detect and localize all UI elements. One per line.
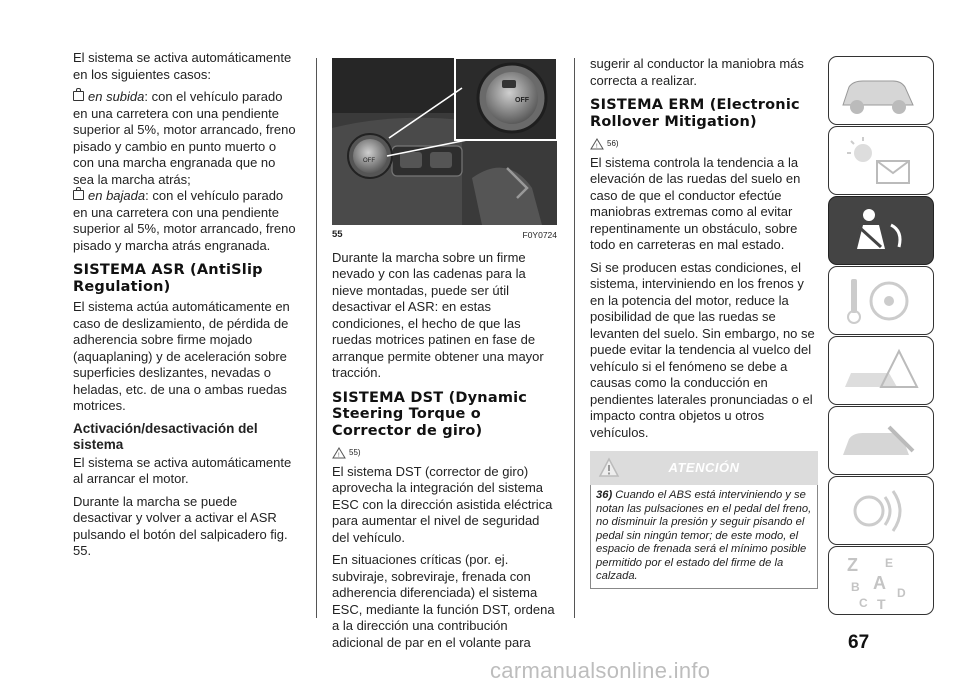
warning-triangle-icon — [598, 457, 620, 479]
reference-number: 56) — [607, 139, 619, 148]
erm-paragraph-1: El sistema controla la tendencia a la elevación de las ruedas del suelo en caso de que el conductor efectúe maniobras extremas como al evitar repentinamente un obstáculo, sobre todo en carreteras en mal estado. — [590, 154, 801, 253]
figure-number: 55 — [332, 229, 343, 240]
bullet-uphill-text: : con el vehículo parado en una carretera con una pendiente superior al 5%, motor arrancado, freno pisado y cambio en punto muerto o con una marcha engranada que no sea la marcha atrás; — [73, 89, 296, 187]
figure-caption — [332, 227, 557, 244]
multimedia-icon — [829, 477, 933, 544]
dashboard-photo-illustration — [332, 58, 557, 225]
column-divider-2 — [574, 58, 575, 618]
bullet-uphill-label: en subida — [88, 89, 145, 104]
index-letter: Z — [847, 555, 858, 575]
warning-triangle-icon — [590, 138, 604, 150]
warning-number: 36) — [596, 489, 613, 502]
warning-body — [590, 485, 818, 589]
tab-multimedia[interactable] — [828, 476, 934, 545]
tab-indicators[interactable] — [828, 126, 934, 195]
dst-heading: SISTEMA DST (Dynamic Steering Torque o Corrector de giro) — [332, 389, 528, 439]
watermark[interactable]: carmanualsonline.info — [490, 658, 711, 683]
index-letter: D — [897, 586, 906, 600]
tab-index[interactable] — [828, 546, 934, 615]
index-letter: C — [859, 596, 868, 610]
warning-triangle-car-icon — [829, 337, 933, 404]
column-2 — [332, 58, 557, 657]
tab-starting-driving[interactable] — [828, 266, 934, 335]
reference-note — [332, 445, 361, 462]
tab-maintenance[interactable] — [828, 406, 934, 475]
column-1 — [73, 50, 298, 566]
zoom-button-off-label: OFF — [515, 97, 529, 104]
activation-subheading: Activación/desactivación del sistema — [73, 420, 258, 452]
svg-text:!: ! — [596, 144, 598, 151]
small-button-off-label: OFF — [363, 158, 375, 164]
dst-paragraph-1: El sistema DST (corrector de giro) aprovecha la integración del sistema ESC con la dirección asistida eléctrica para aumentar el nivel de seguridad del vehículo. — [332, 463, 553, 545]
page-number: 67 — [848, 632, 870, 653]
warning-triangle-icon — [332, 447, 346, 459]
asr-snow-paragraph: Durante la marcha sobre un firme nevado y con las cadenas para la nieve montadas, puede ser útil desactivar el ASR: en estas condiciones, el hecho de que las ruedas motrices patinen en fase de arranque permite obtener una mayor tracción. — [332, 249, 544, 380]
bullet-uphill — [73, 89, 298, 188]
activation-paragraph-1: El sistema se activa automáticamente al arrancar el motor. — [73, 454, 292, 486]
bullet-downhill-label: en bajada — [88, 188, 146, 203]
warning-box — [590, 451, 818, 589]
car-icon — [829, 57, 933, 124]
reference-note — [590, 136, 619, 153]
erm-paragraph-2: Si se producen estas condiciones, el sistema, interviniendo en los frenos y en la potencia del motor, reduce la posibilidad de que las ruedas se levanten del suelo. Sin embargo, no se puede evitar la tendencia al vuelco del vehículo si el fenómeno se debe a causas como la conducción en pendientes laterales pronunciadas o el impacto contra objetos u otros vehículos. — [590, 259, 815, 440]
warning-header — [590, 451, 818, 485]
sun-envelope-icon — [829, 127, 933, 194]
tab-safety[interactable] — [828, 196, 934, 265]
figure-dashboard-button — [332, 58, 557, 225]
dst-paragraph-2: En situaciones críticas (por. ej. subviraje, sobreviraje, frenada con adherencia diferenciada) el sistema ESC, mediante la función DST, ordena a la dirección una contribución adicional de par en el volante para — [332, 552, 555, 650]
index-letter: T — [877, 596, 886, 612]
intro-paragraph: El sistema se activa automáticamente en los siguientes casos: — [73, 50, 292, 82]
bullet-downhill-text: : con el vehículo parado en una carretera con una pendiente superior al 5%, motor arrancado, freno pisado y marcha atrás engranada. — [73, 188, 296, 253]
erm-heading: SISTEMA ERM (Electronic Rollover Mitigation) — [590, 97, 800, 130]
activation-paragraph-2: Durante la marcha se puede desactivar y volver a activar el ASR pulsando el botón del salpicadero fig. 55. — [73, 493, 288, 558]
tab-emergency[interactable] — [828, 336, 934, 405]
key-steering-wheel-icon — [829, 267, 933, 334]
svg-text:!: ! — [338, 453, 340, 460]
bullet-downhill — [73, 188, 298, 254]
index-letter: E — [885, 556, 894, 570]
continued-paragraph: sugerir al conductor la maniobra más correcta a realizar. — [590, 56, 804, 88]
alphabetical-index-icon — [829, 547, 933, 614]
figure-code: F0Y0724 — [522, 230, 557, 240]
seatbelt-person-icon — [829, 197, 933, 264]
reference-number: 55) — [349, 448, 361, 457]
tab-dashboard[interactable] — [828, 56, 934, 125]
index-letter: A — [873, 573, 886, 593]
car-wrench-icon — [829, 407, 933, 474]
warning-text: Cuando el ABS está interviniendo y se notan las pulsaciones en el pedal del freno, no disminuir la presión y seguir pisando el pedal sin ningún temor; de este modo, el espacio de frenada será el mínimo posible permitido por el estado del firme de la calzada. — [596, 489, 812, 583]
asr-heading: SISTEMA ASR (AntiSlip Regulation) — [73, 262, 263, 295]
index-letter: B — [851, 580, 860, 594]
column-divider-1 — [316, 58, 317, 618]
warning-title: ATENCIÓN — [668, 460, 740, 475]
column-3 — [590, 56, 818, 589]
asr-paragraph: El sistema actúa automáticamente en caso de deslizamiento, de pérdida de adherencia sobre firme mojado (aquaplaning) y de aceleración sobre superficies deslizantes, nevadas o heladas, etc. de una o ambas ruedas motrices. — [73, 299, 290, 413]
bullet-icon — [73, 190, 84, 200]
bullet-icon — [73, 91, 84, 101]
